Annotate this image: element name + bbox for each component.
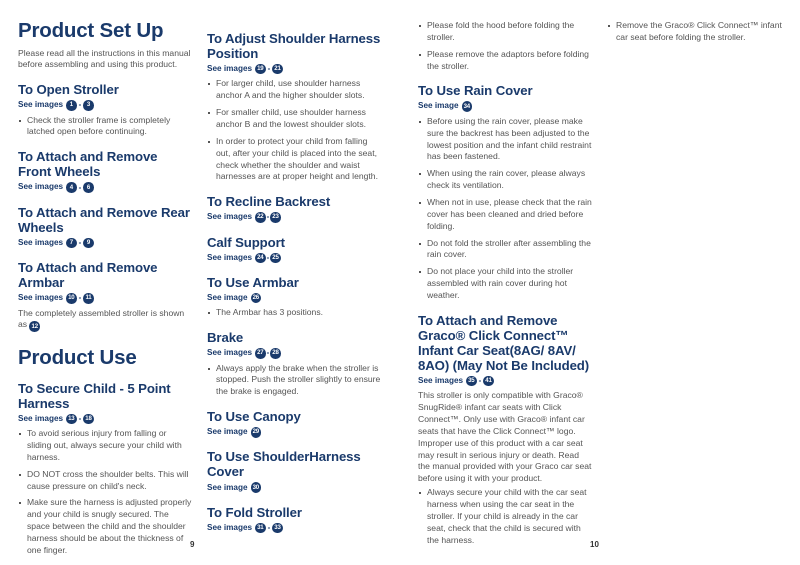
list-item: Make sure the harness is adjusted properly and your child is snugly secured. The space between the child and the shoulder harness should be about the thickness of one finger. (18, 497, 193, 556)
image-badge: 18 (83, 414, 94, 425)
image-badge: 41 (483, 376, 494, 387)
see-images-label: See images (207, 252, 253, 262)
see-images-label: See images (18, 293, 64, 303)
image-badge: 33 (272, 523, 283, 534)
list-item: Before using the rain cover, please make sure the backrest has been adjusted to the lowest position and the infant child restraint has been fastened. (418, 116, 593, 163)
image-badge: 24 (255, 253, 266, 264)
see-images-label: See images (207, 64, 253, 74)
bullet-list-continued (418, 20, 593, 72)
image-badge: 21 (272, 64, 283, 75)
image-badge: 13 (66, 414, 77, 425)
section-heading-fold-stroller: To Fold Stroller (207, 504, 302, 520)
see-images-reference (18, 99, 193, 111)
section-heading-recline-backrest: To Recline Backrest (207, 194, 331, 210)
list-item: Remove the Graco® Click Connect™ infant car seat before folding the stroller. (607, 20, 782, 44)
badge-range-dash: - (78, 414, 82, 423)
list-item: To avoid serious injury from falling or sliding out, always secure your child with harness. (18, 428, 193, 464)
see-images-label: See images (18, 100, 64, 110)
see-images-label: See images (207, 212, 253, 222)
image-badge: 22 (255, 212, 266, 223)
see-images-reference (207, 522, 382, 534)
see-images-label: See image (418, 101, 459, 111)
assembled-stroller-note (18, 308, 193, 332)
badge-range-dash: - (78, 293, 82, 303)
intro-paragraph: Please read all the instructions in this manual before assembling and using this product. (18, 47, 191, 70)
see-images-reference (418, 100, 593, 112)
image-badge: 25 (270, 253, 281, 264)
see-images-reference (18, 237, 193, 249)
see-images-reference (207, 482, 382, 494)
see-images-reference (207, 211, 382, 223)
see-images-reference (418, 375, 593, 387)
image-badge: 11 (83, 293, 94, 304)
image-badge: 10 (66, 293, 77, 304)
list-item: Check the stroller frame is completely latched open before continuing. (18, 115, 193, 139)
badge-range-dash: - (266, 212, 270, 222)
see-images-label: See images (18, 182, 64, 192)
image-badge: 27 (255, 348, 266, 359)
list-item: Do not fold the stroller after assembling the rain cover. (418, 238, 593, 262)
right-page (400, 0, 800, 565)
page-number-left: 9 (190, 540, 195, 549)
see-images-label: See images (207, 522, 253, 532)
section-heading-adjust-shoulder-harness: To Adjust Shoulder Harness Position (207, 31, 381, 62)
badge-range-dash: - (266, 252, 270, 262)
list-item: For larger child, use shoulder harness anchor A and the higher shoulder slots. (207, 78, 382, 102)
section-heading-armbar-attach: To Attach and Remove Armbar (18, 260, 158, 291)
left-page-column-2 (207, 20, 382, 565)
image-badge: 29 (251, 427, 262, 438)
bullet-list (418, 116, 593, 302)
section-heading-rear-wheels: To Attach and Remove Rear Wheels (18, 204, 190, 235)
section-heading-front-wheels: To Attach and Remove Front Wheels (18, 149, 158, 180)
section-heading-to-open-stroller: To Open Stroller (18, 82, 119, 98)
image-badge: 19 (255, 64, 266, 75)
section-heading-calf-support: Calf Support (207, 234, 285, 250)
section-heading-shoulder-harness-cover: To Use ShoulderHarness Cover (207, 449, 361, 480)
left-page-column-1 (18, 20, 193, 565)
right-page-column-2 (607, 20, 782, 565)
section-heading-rain-cover: To Use Rain Cover (418, 83, 533, 99)
see-images-reference (207, 347, 382, 359)
list-item: Always apply the brake when the stroller is stopped. Push the stroller slightly to ensure the brake is engaged. (207, 363, 382, 399)
see-images-label: See image (207, 427, 248, 437)
bullet-list (207, 78, 382, 183)
section-heading-brake: Brake (207, 330, 244, 346)
list-item: When not in use, please check that the rain cover has been cleaned and dried before folding. (418, 197, 593, 233)
badge-range-dash: - (78, 237, 82, 247)
image-badge: 6 (83, 182, 94, 193)
list-item: In order to protect your child from falling out, after your child is placed into the seat, check whether the shoulder and waist harnesses are at proper height and length. (207, 136, 382, 183)
image-badge: 12 (29, 321, 40, 332)
section-heading-use-armbar: To Use Armbar (207, 274, 299, 290)
see-images-reference (207, 252, 382, 264)
see-images-reference (18, 413, 193, 425)
list-item: Please fold the hood before folding the stroller. (418, 20, 593, 44)
page-title-product-use: Product Use (18, 346, 137, 370)
bullet-list-continued (607, 20, 782, 44)
badge-range-dash: - (78, 182, 82, 192)
image-badge: 34 (462, 101, 473, 112)
see-images-label: See image (207, 482, 248, 492)
right-page-column-1 (418, 20, 593, 565)
see-images-label: See images (418, 376, 464, 385)
see-images-reference (207, 426, 382, 438)
list-item: When using the rain cover, please always check its ventilation. (418, 168, 593, 192)
image-badge: 31 (255, 523, 266, 534)
assembled-note-text: The completely assembled stroller is shown as (18, 307, 185, 330)
badge-range-dash: - (266, 348, 270, 358)
image-badge: 1 (66, 100, 77, 111)
section-heading-click-connect-car-seat: To Attach and Remove Graco® Click Connect™ Infant Car Seat(8AG/ 8AV/ 8AO) (May Not Be Included) (418, 312, 590, 373)
compatibility-paragraph: This stroller is only compatible with Graco® SnugRide® infant car seats with Click Connect™. Only use with Graco® infant car seats that have the Click Connect™ logo. Improper use of this product with a car seat may result in serious injury or death. Read the manual provided with your Graco car seat before using it with your product. (418, 390, 592, 484)
see-images-label: See images (18, 237, 64, 247)
image-badge: 4 (66, 182, 77, 193)
list-item: Always secure your child with the car seat harness when using the car seat in the stroller. If your child is already in the car seat, check that the child is secured with the harness. (418, 487, 593, 546)
image-badge: 35 (466, 376, 477, 387)
list-item: DO NOT cross the shoulder belts. This will cause pressure on child's neck. (18, 469, 193, 493)
see-images-label: See images (207, 348, 253, 358)
bullet-list (207, 363, 382, 399)
badge-range-dash: - (267, 523, 271, 532)
section-heading-use-canopy: To Use Canopy (207, 409, 301, 425)
page-title-product-set-up: Product Set Up (18, 19, 164, 42)
section-heading-secure-child: To Secure Child - 5 Point Harness (18, 380, 171, 411)
see-images-reference (18, 292, 193, 304)
list-item: Please remove the adaptors before folding the stroller. (418, 49, 593, 73)
page-number-right: 10 (590, 540, 599, 549)
badge-range-dash: - (267, 64, 271, 74)
bullet-list (207, 307, 382, 319)
badge-range-dash: - (78, 100, 82, 110)
see-images-reference (207, 63, 382, 75)
image-badge: 28 (270, 348, 281, 359)
see-images-reference (18, 181, 193, 193)
image-badge: 23 (270, 212, 281, 223)
image-badge: 26 (251, 293, 262, 304)
bullet-list (18, 428, 193, 557)
image-badge: 9 (83, 238, 94, 249)
see-images-reference (207, 292, 382, 304)
image-badge: 30 (251, 482, 262, 493)
bullet-list (418, 487, 593, 546)
see-images-label: See image (207, 293, 248, 302)
image-badge: 3 (83, 100, 94, 111)
bullet-list (18, 115, 193, 139)
badge-range-dash: - (478, 376, 482, 386)
list-item: Do not place your child into the stroller assembled with rain cover during hot weather. (418, 266, 593, 302)
see-images-label: See images (18, 413, 64, 423)
image-badge: 7 (66, 238, 77, 249)
list-item: The Armbar has 3 positions. (207, 307, 382, 319)
list-item: For smaller child, use shoulder harness anchor B and the lowest shoulder slots. (207, 107, 382, 131)
